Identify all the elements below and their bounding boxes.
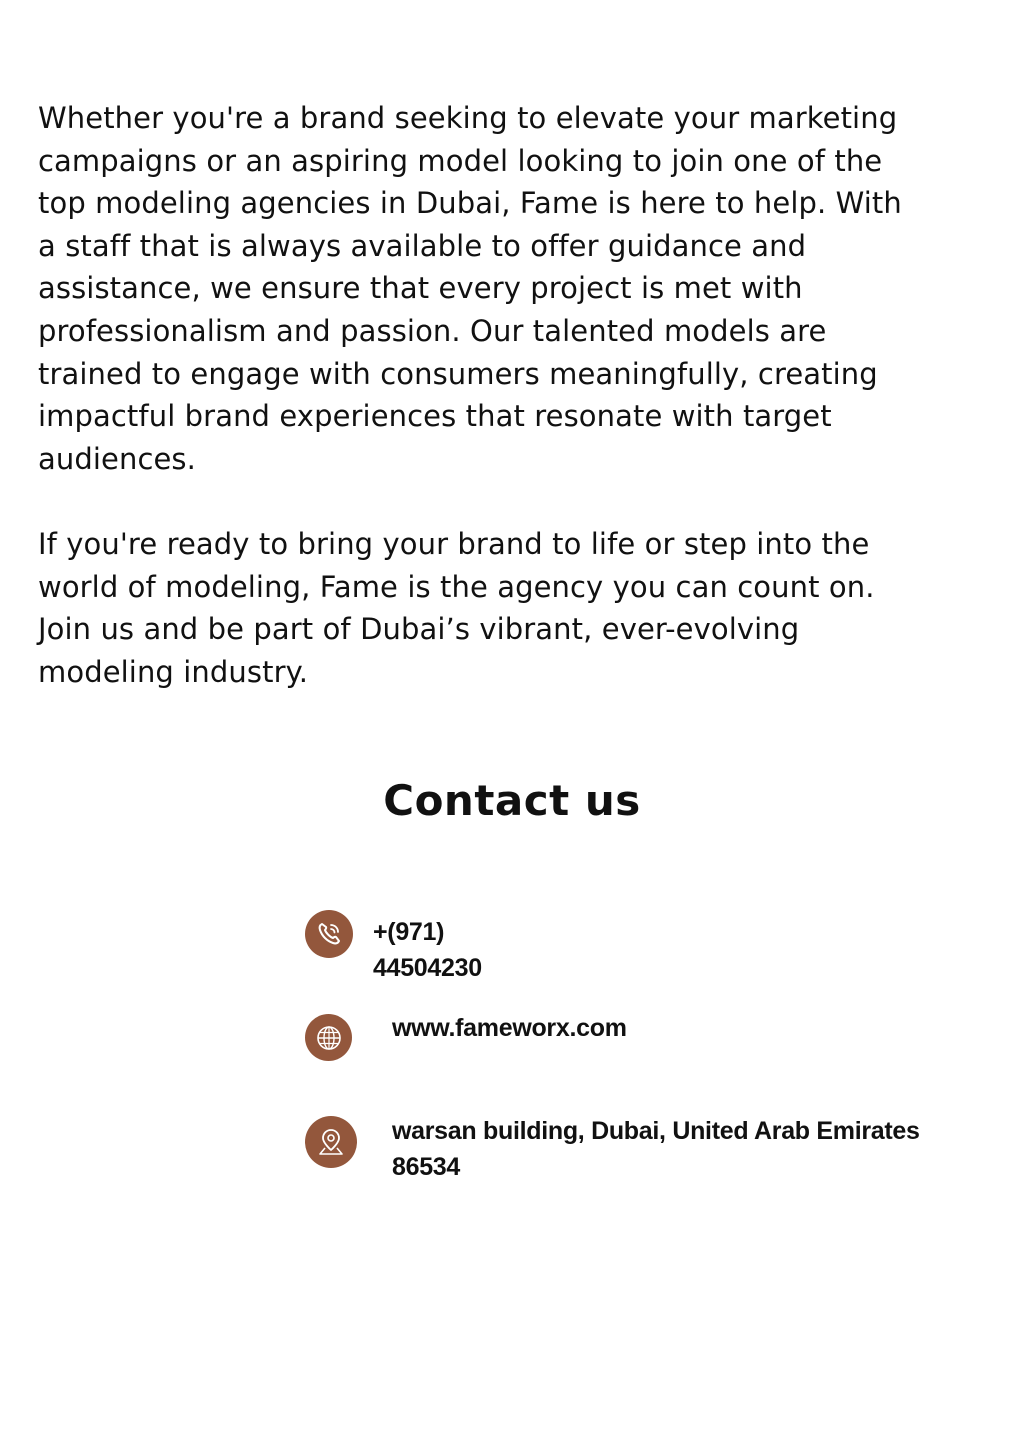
contact-heading: Contact us [383, 776, 641, 825]
location-pin-icon [305, 1116, 357, 1168]
intro-paragraph: Whether you're a brand seeking to elevate your marketing campaigns or an aspiring model looking to join one of the top modeling agencies in Dubai, Fame is here to help. With a staff that is always available to offer guidance and assistance, we ensure that every project is met with professionalism and passion. Our talented models are trained to engage with consumers meaningfully, creating impactful brand experiences that resonate with target audiences. [38, 101, 902, 476]
phone-number[interactable]: +(971) 44504230 [373, 918, 482, 982]
closing-paragraph: If you're ready to bring your brand to life or step into the world of modeling, Fame is the agency you can count on. Join us and be part of Dubai’s vibrant, ever-evolving modeling industry. [38, 527, 875, 689]
phone-icon [305, 910, 353, 958]
globe-icon [305, 1014, 352, 1061]
website-link[interactable]: www.fameworx.com [392, 1014, 627, 1042]
address-text: warsan building, Dubai, United Arab Emirates 86534 [392, 1117, 920, 1181]
